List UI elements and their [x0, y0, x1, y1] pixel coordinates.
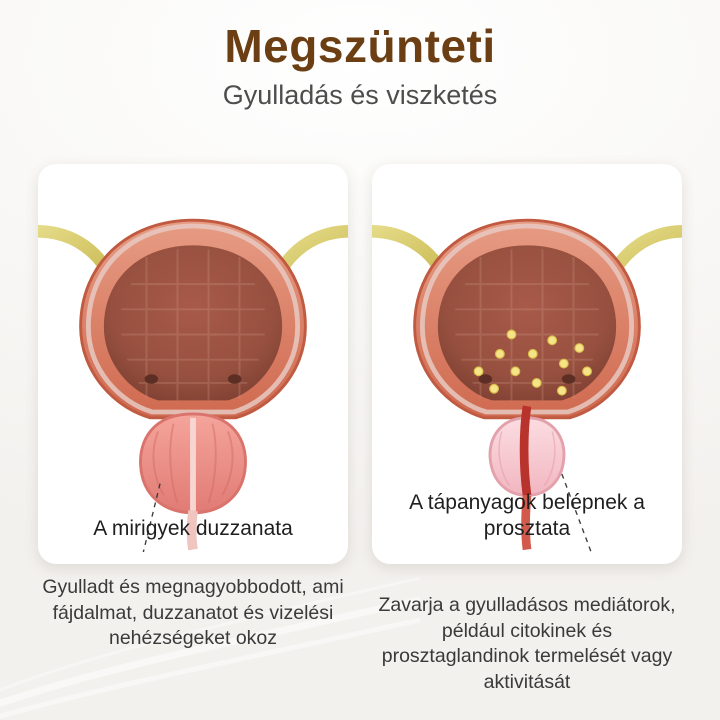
description-2: Zavarja a gyulladásos mediátorok, például citokinek és prosztaglandinok termelését vagy aktivitását — [378, 594, 676, 694]
description-1: Gyulladt és megnagyobbodott, ami fájdalmat, duzzanatot és vizelési nehézségeket okoz — [42, 576, 344, 650]
descriptions — [38, 575, 682, 696]
card-nutrients-entering[interactable] — [372, 164, 682, 564]
card-swollen-prostate[interactable] — [38, 164, 348, 564]
bladder-swollen-prostate-illustration — [38, 164, 348, 552]
page-title: Megszünteti — [224, 20, 496, 72]
page-subtitle: Gyulladás és viszketés — [222, 80, 498, 111]
header — [0, 22, 720, 111]
card-caption-2: A tápanyagok belépnek a prosztata — [409, 490, 645, 540]
illustration-cards — [38, 164, 682, 564]
card-caption-1: A mirigyek duzzanata — [93, 516, 293, 540]
